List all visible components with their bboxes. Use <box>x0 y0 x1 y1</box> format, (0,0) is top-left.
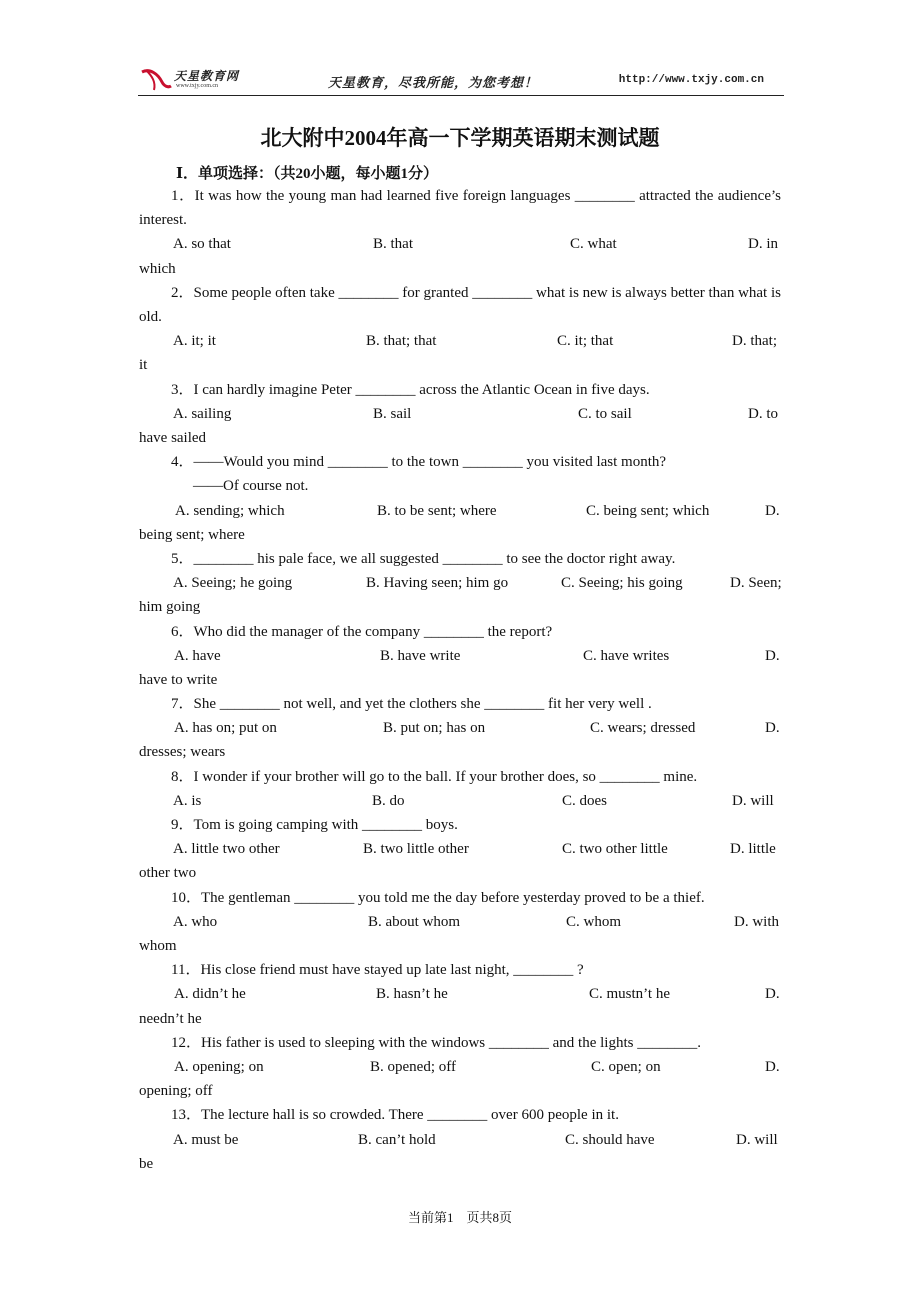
option-row <box>139 402 781 426</box>
option-continuation: have sailed <box>139 429 207 446</box>
option-d[interactable]: D. will <box>732 792 774 809</box>
question-stem: 3．I can hardly imagine Peter ________ across the Atlantic Ocean in five days. <box>171 381 650 398</box>
section-heading: Ⅰ．单项选择：（共20小题，每小题1分） <box>176 166 439 182</box>
option-c[interactable]: C. being sent; which <box>586 502 710 519</box>
question-3 <box>139 378 781 451</box>
question-7 <box>139 692 781 765</box>
swoosh-icon <box>140 66 172 92</box>
option-b[interactable]: B. about whom <box>368 913 461 930</box>
question-stem: 11．His close friend must have stayed up late last night, ________ ? <box>171 962 584 979</box>
option-c[interactable]: C. Seeing; his going <box>561 575 683 592</box>
option-continuation: needn’t he <box>139 1010 202 1027</box>
page-footer: 当前第1 页共8页 <box>407 1210 512 1225</box>
question-8 <box>139 765 781 813</box>
option-d[interactable]: D. <box>765 986 780 1003</box>
option-continuation: be <box>139 1155 154 1172</box>
option-continuation: opening; off <box>139 1083 213 1100</box>
option-d[interactable]: D. in <box>748 236 778 253</box>
option-continuation: whom <box>139 938 177 955</box>
option-row <box>139 1055 781 1079</box>
option-c[interactable]: C. should have <box>565 1131 655 1148</box>
option-a[interactable]: A. sending; which <box>175 502 285 519</box>
option-d[interactable]: D. <box>765 502 780 519</box>
option-d[interactable]: D. <box>765 647 780 664</box>
option-d[interactable]: D. with <box>734 913 779 930</box>
option-row <box>139 1128 781 1152</box>
option-b[interactable]: B. put on; has on <box>383 720 486 737</box>
option-c[interactable]: C. mustn’t he <box>589 986 670 1003</box>
option-row <box>139 571 781 595</box>
option-row <box>139 837 781 861</box>
option-b[interactable]: B. opened; off <box>370 1058 456 1075</box>
option-continuation: other two <box>139 865 197 882</box>
option-b[interactable]: B. sail <box>373 405 412 422</box>
header-divider <box>138 95 784 96</box>
option-row <box>139 982 781 1006</box>
page-title: 北大附中2004年高一下学期英语期末测试题 <box>260 126 660 150</box>
option-b[interactable]: B. have write <box>380 647 461 664</box>
option-c[interactable]: C. open; on <box>591 1058 661 1075</box>
option-a[interactable]: A. sailing <box>173 405 232 422</box>
option-c[interactable]: C. two other little <box>562 841 668 858</box>
site-url[interactable]: http://www.txjy.com.cn <box>618 74 764 86</box>
option-row <box>139 644 781 668</box>
logo-title: 天星教育网 <box>174 69 240 83</box>
question-1 <box>139 184 781 281</box>
option-c[interactable]: C. wears; dressed <box>590 720 696 737</box>
option-d[interactable]: D. that; <box>732 333 777 350</box>
option-a[interactable]: A. have <box>174 647 221 664</box>
option-a[interactable]: A. must be <box>173 1131 239 1148</box>
option-a[interactable]: A. so that <box>173 236 231 253</box>
question-13 <box>139 1103 781 1176</box>
question-4 <box>139 450 781 547</box>
option-continuation: him going <box>139 599 201 616</box>
question-10 <box>139 886 781 959</box>
option-c[interactable]: C. what <box>570 236 617 253</box>
question-2 <box>139 281 781 378</box>
question-stem: 2．Some people often take ________ for granted ________ what is new is always better than what is old. <box>139 284 781 325</box>
option-b[interactable]: B. Having seen; him go <box>366 575 509 592</box>
option-b[interactable]: B. can’t hold <box>358 1131 436 1148</box>
question-stem: 12．His father is used to sleeping with the windows ________ and the lights ________. <box>171 1034 701 1051</box>
question-stem: 4．——Would you mind ________ to the town ________ you visited last month? <box>171 454 667 471</box>
option-b[interactable]: B. do <box>372 792 405 809</box>
question-9 <box>139 813 781 886</box>
option-c[interactable]: C. have writes <box>583 647 670 664</box>
question-stem: 5．________ his pale face, we all suggested ________ to see the doctor right away. <box>171 550 676 567</box>
option-row <box>139 329 781 353</box>
option-c[interactable]: C. whom <box>566 913 622 930</box>
option-continuation: have to write <box>139 671 218 688</box>
question-stem: 13．The lecture hall is so crowded. There ________ over 600 people in it. <box>171 1107 619 1124</box>
option-continuation: dresses; wears <box>139 744 226 761</box>
option-c[interactable]: C. does <box>562 792 607 809</box>
question-stem: 10．The gentleman ________ you told me the day before yesterday proved to be a thief. <box>171 889 705 906</box>
option-d[interactable]: D. to <box>748 405 778 422</box>
question-11 <box>139 958 781 1031</box>
slogan: 天星教育，尽我所能，为您考想！ <box>328 75 539 90</box>
option-a[interactable]: A. Seeing; he going <box>173 575 293 592</box>
option-d[interactable]: D. will <box>736 1131 778 1148</box>
question-6 <box>139 620 781 693</box>
option-a[interactable]: A. little two other <box>173 841 280 858</box>
option-a[interactable]: A. has on; put on <box>174 720 277 737</box>
option-d[interactable]: D. <box>765 1058 780 1075</box>
option-a[interactable]: A. opening; on <box>174 1058 264 1075</box>
site-logo[interactable] <box>140 64 244 94</box>
question-stem: 1．It was how the young man had learned five foreign languages ________ attracted the audience’s interest. <box>139 188 781 229</box>
option-b[interactable]: B. that <box>373 236 413 253</box>
question-list <box>139 184 781 1176</box>
question-stem: 8．I wonder if your brother will go to the ball. If your brother does, so ________ mine. <box>171 768 698 785</box>
option-a[interactable]: A. didn’t he <box>174 986 246 1003</box>
question-stem: 7．She ________ not well, and yet the clothers she ________ fit her very well . <box>171 696 652 713</box>
logo-url: www.txjy.com.cn <box>176 83 219 89</box>
page-header <box>138 62 784 98</box>
option-row <box>139 232 781 256</box>
question-reply: ——Of course not. <box>193 478 309 495</box>
question-stem: 9．Tom is going camping with ________ boys. <box>171 817 458 834</box>
option-d[interactable]: D. little <box>730 841 776 858</box>
option-row <box>139 910 781 934</box>
option-b[interactable]: B. hasn’t he <box>376 986 448 1003</box>
option-a[interactable]: A. it; it <box>173 333 216 350</box>
option-b[interactable]: B. two little other <box>363 841 469 858</box>
option-row <box>139 789 781 813</box>
option-c[interactable]: C. to sail <box>578 405 632 422</box>
option-row <box>139 499 781 523</box>
option-a[interactable]: A. is <box>173 792 202 809</box>
option-row <box>139 716 781 740</box>
question-12 <box>139 1031 781 1104</box>
option-c[interactable]: C. it; that <box>557 333 614 350</box>
question-stem: 6．Who did the manager of the company ________ the report? <box>171 623 553 640</box>
option-b[interactable]: B. to be sent; where <box>377 502 497 519</box>
option-d[interactable]: D. Seen; <box>730 575 782 592</box>
option-a[interactable]: A. who <box>173 913 218 930</box>
option-continuation: being sent; where <box>139 526 245 543</box>
option-b[interactable]: B. that; that <box>366 333 437 350</box>
question-5 <box>139 547 781 620</box>
option-d[interactable]: D. <box>765 720 780 737</box>
option-continuation: which <box>139 260 176 277</box>
option-continuation: it <box>139 357 148 374</box>
